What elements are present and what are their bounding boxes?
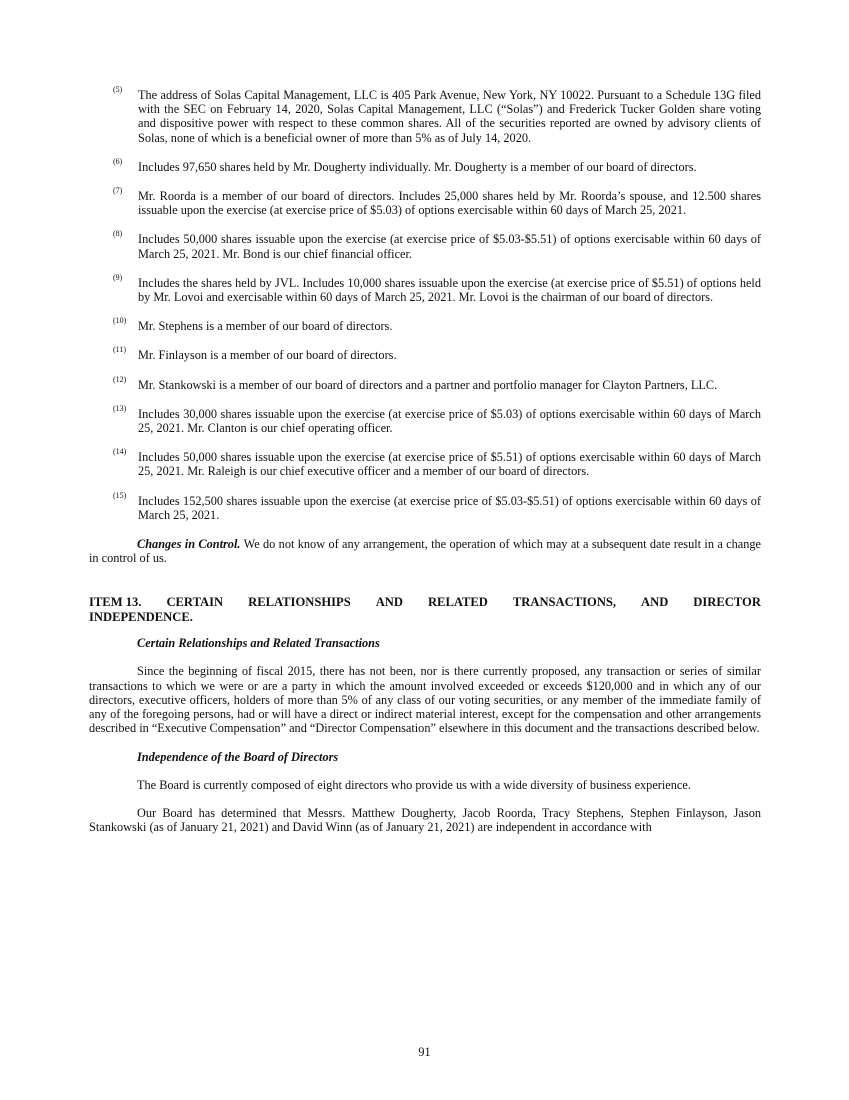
footnote-text: Mr. Finlayson is a member of our board of directors. [138, 348, 397, 363]
footnote-10 [89, 316, 761, 334]
footnote-marker: (14) [113, 447, 127, 457]
footnote-text: Includes the shares held by JVL. Includes 10,000 shares issuable upon the exercise (at exercise price of $5.51) of options held by Mr. Lovoi and exercisable within 60 days of March 25, 2021. Mr. Lovoi is the chairman of our board of directors. [138, 275, 761, 305]
related-transactions-paragraph: Since the beginning of fiscal 2015, there has not been, nor is there currently proposed, any transaction or series of similar transactions to which we were or are a party in which the amount involved exceeded or exceeds $120,000 and in which any of our directors, executive officers, holders of more than 5% of any class of our voting securities, or any member of the immediate family of any of the foregoing persons, had or will have a direct or indirect material interest, except for the compensation and other arrangements described in “Executive Compensation” and “Director Compensation” elsewhere in this document and the transactions described below. [89, 664, 761, 736]
heading-word: AND [641, 595, 669, 610]
changes-in-control-label: Changes in Control. [137, 537, 241, 552]
independent-directors-paragraph: Our Board has determined that Messrs. Matthew Dougherty, Jacob Roorda, Tracy Stephens, Stephen Finlayson, Jason Stankowski (as of January 21, 2021) and David Winn (as of January 21, 2021) are independent in accordance with [89, 805, 761, 835]
footnote-text: Includes 97,650 shares held by Mr. Dougherty individually. Mr. Dougherty is a member of our board of directors. [138, 159, 697, 174]
footnote-text: Mr. Stephens is a member of our board of directors. [138, 319, 393, 334]
footnote-marker: (6) [113, 156, 123, 166]
footnote-marker: (7) [113, 186, 123, 196]
subheading-board-independence: Independence of the Board of Directors [137, 749, 339, 764]
footnote-marker: (11) [113, 345, 127, 355]
footnote-list [89, 85, 761, 522]
footnote-9 [89, 272, 761, 305]
footnote-marker: (9) [113, 272, 123, 282]
footnote-text: Includes 30,000 shares issuable upon the exercise (at exercise price of $5.03) of options exercisable within 60 days of March 25, 2021. Mr. Clanton is our chief operating officer. [138, 406, 761, 436]
footnote-12 [89, 374, 761, 392]
footnote-text: The address of Solas Capital Management, LLC is 405 Park Avenue, New York, NY 10022. Pursuant to a Schedule 13G filed with the SEC on February 14, 2020, Solas Capital Management, LLC (“Solas”) and Frederick Tucker Golden share voting and dispositive power with respect to these common shares. All of the securities reported are owned by advisory clients of Solas, none of which is a beneficial owner of more than 5% as of July 14, 2020. [138, 88, 761, 145]
footnote-marker: (10) [113, 316, 127, 326]
item-13-heading [89, 595, 761, 624]
page-number: 91 [418, 1045, 431, 1059]
footnote-text: Includes 152,500 shares issuable upon the exercise (at exercise price of $5.03-$5.51) of options exercisable within 60 days of March 25, 2021. [138, 493, 761, 522]
footnote-text: Includes 50,000 shares issuable upon the exercise (at exercise price of $5.51) of options exercisable within 60 days of March 25, 2021. Mr. Raleigh is our chief executive officer and a member of our board of directors. [138, 450, 761, 479]
footnote-6 [89, 156, 761, 174]
heading-word: RELATED [427, 595, 488, 610]
footnote-marker: (15) [113, 490, 127, 500]
heading-word: DIRECTOR [693, 595, 761, 610]
heading-word: TRANSACTIONS, [512, 595, 617, 610]
heading-word: ITEM 13. [89, 595, 142, 610]
subheading-certain-relationships: Certain Relationships and Related Transactions [137, 636, 380, 651]
footnote-13 [89, 403, 761, 436]
footnote-11 [89, 345, 761, 363]
item-13-heading-line-1 [89, 595, 761, 609]
footnote-8 [89, 229, 761, 261]
footnote-marker: (8) [113, 229, 123, 239]
footnote-marker: (12) [113, 374, 127, 384]
footnote-text: Mr. Stankowski is a member of our board of directors and a partner and portfolio manager for Clayton Partners, LLC. [138, 377, 718, 392]
footnote-7 [89, 186, 761, 218]
changes-in-control-paragraph [89, 537, 761, 565]
footnote-14 [89, 447, 761, 479]
heading-word: CERTAIN [166, 595, 224, 610]
footnote-text: Includes 50,000 shares issuable upon the exercise (at exercise price of $5.03-$5.51) of options exercisable within 60 days of March 25, 2021. Mr. Bond is our chief financial officer. [138, 232, 761, 261]
footnote-marker: (13) [113, 403, 127, 413]
changes-in-control-text: We do not know of any arrangement, the operation of which may at a subsequent date result in a change in control of us. [89, 537, 761, 566]
footnote-text: Mr. Roorda is a member of our board of directors. Includes 25,000 shares held by Mr. Roorda’s spouse, and 12.500 shares issuable upon the exercise (at exercise price of $5.03) of options exercisable within 60 days of March 25, 2021. [138, 189, 761, 218]
heading-word: RELATIONSHIPS [248, 595, 351, 610]
board-composition-paragraph: The Board is currently composed of eight directors who provide us with a wide diversity of business experience. [137, 777, 691, 792]
document-page [89, 85, 761, 848]
footnote-15 [89, 490, 761, 522]
heading-word: AND [375, 595, 403, 610]
footnote-5 [89, 85, 761, 145]
footnote-marker: (5) [113, 85, 123, 94]
item-13-heading-line-2: INDEPENDENCE. [89, 609, 193, 624]
